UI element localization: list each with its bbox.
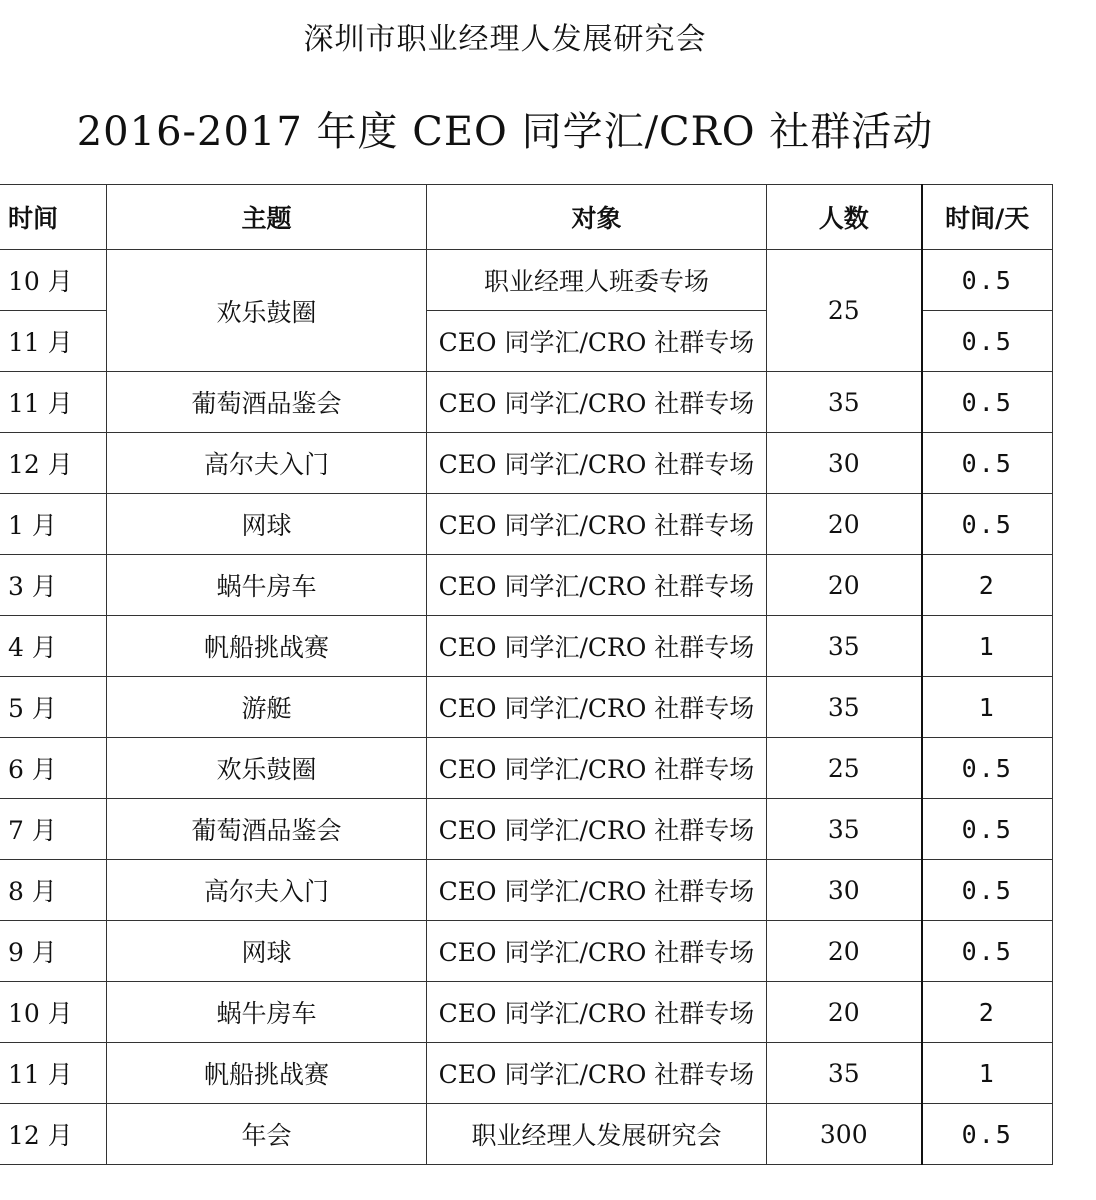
cell-time: 12 月 bbox=[0, 433, 107, 494]
cell-days: 1 bbox=[922, 1043, 1053, 1104]
table-row bbox=[0, 982, 1053, 1043]
cell-time: 8 月 bbox=[0, 860, 107, 921]
cell-audience: CEO 同学汇/CRO 社群专场 bbox=[427, 1043, 767, 1104]
cell-audience: CEO 同学汇/CRO 社群专场 bbox=[427, 311, 767, 372]
table-row bbox=[0, 555, 1053, 616]
cell-topic: 年会 bbox=[107, 1104, 427, 1165]
cell-days: 2 bbox=[922, 982, 1053, 1043]
table-row bbox=[0, 494, 1053, 555]
cell-time: 12 月 bbox=[0, 1104, 107, 1165]
cell-audience: CEO 同学汇/CRO 社群专场 bbox=[427, 616, 767, 677]
cell-count: 35 bbox=[767, 616, 922, 677]
cell-time: 7 月 bbox=[0, 799, 107, 860]
activity-schedule-table bbox=[0, 184, 1053, 1165]
column-header-topic: 主题 bbox=[107, 185, 427, 250]
cell-count: 25 bbox=[767, 250, 922, 372]
cell-count: 25 bbox=[767, 738, 922, 799]
table-row bbox=[0, 921, 1053, 982]
cell-topic: 葡萄酒品鉴会 bbox=[107, 372, 427, 433]
cell-audience: CEO 同学汇/CRO 社群专场 bbox=[427, 494, 767, 555]
cell-topic: 葡萄酒品鉴会 bbox=[107, 799, 427, 860]
organization-name: 深圳市职业经理人发展研究会 bbox=[303, 22, 707, 57]
cell-count: 30 bbox=[767, 433, 922, 494]
cell-topic: 欢乐鼓圈 bbox=[107, 738, 427, 799]
cell-topic: 蜗牛房车 bbox=[107, 555, 427, 616]
cell-days: 0.5 bbox=[922, 372, 1053, 433]
page-title: 2016-2017 年度 CEO 同学汇/CRO 社群活动 bbox=[76, 109, 934, 155]
column-header-time: 时间 bbox=[0, 185, 107, 250]
cell-topic: 帆船挑战赛 bbox=[107, 616, 427, 677]
cell-count: 20 bbox=[767, 494, 922, 555]
cell-time: 11 月 bbox=[0, 372, 107, 433]
table-row bbox=[0, 860, 1053, 921]
table-row bbox=[0, 250, 1053, 311]
cell-count: 35 bbox=[767, 799, 922, 860]
cell-count: 20 bbox=[767, 555, 922, 616]
cell-audience: CEO 同学汇/CRO 社群专场 bbox=[427, 860, 767, 921]
column-header-count: 人数 bbox=[767, 185, 922, 250]
cell-time: 5 月 bbox=[0, 677, 107, 738]
cell-audience: CEO 同学汇/CRO 社群专场 bbox=[427, 738, 767, 799]
cell-time: 3 月 bbox=[0, 555, 107, 616]
cell-days: 1 bbox=[922, 616, 1053, 677]
cell-days: 0.5 bbox=[922, 433, 1053, 494]
cell-audience: CEO 同学汇/CRO 社群专场 bbox=[427, 982, 767, 1043]
cell-time: 11 月 bbox=[0, 311, 107, 372]
table-row bbox=[0, 372, 1053, 433]
cell-audience: 职业经理人发展研究会 bbox=[427, 1104, 767, 1165]
table-row bbox=[0, 1104, 1053, 1165]
cell-audience: CEO 同学汇/CRO 社群专场 bbox=[427, 799, 767, 860]
cell-time: 4 月 bbox=[0, 616, 107, 677]
cell-topic: 网球 bbox=[107, 494, 427, 555]
cell-count: 20 bbox=[767, 921, 922, 982]
cell-time: 10 月 bbox=[0, 982, 107, 1043]
table-row bbox=[0, 799, 1053, 860]
cell-topic: 蜗牛房车 bbox=[107, 982, 427, 1043]
cell-days: 0.5 bbox=[922, 1104, 1053, 1165]
cell-audience: CEO 同学汇/CRO 社群专场 bbox=[427, 372, 767, 433]
cell-topic: 高尔夫入门 bbox=[107, 860, 427, 921]
cell-time: 11 月 bbox=[0, 1043, 107, 1104]
cell-topic: 欢乐鼓圈 bbox=[107, 250, 427, 372]
cell-count: 35 bbox=[767, 372, 922, 433]
column-header-days: 时间/天 bbox=[922, 185, 1053, 250]
table-header-row bbox=[0, 185, 1053, 250]
cell-days: 0.5 bbox=[922, 738, 1053, 799]
cell-days: 1 bbox=[922, 677, 1053, 738]
table-row bbox=[0, 738, 1053, 799]
cell-time: 9 月 bbox=[0, 921, 107, 982]
table-row bbox=[0, 1043, 1053, 1104]
table-row bbox=[0, 616, 1053, 677]
cell-days: 0.5 bbox=[922, 311, 1053, 372]
cell-count: 20 bbox=[767, 982, 922, 1043]
cell-count: 35 bbox=[767, 677, 922, 738]
cell-count: 300 bbox=[767, 1104, 922, 1165]
cell-audience: 职业经理人班委专场 bbox=[427, 250, 767, 311]
cell-time: 1 月 bbox=[0, 494, 107, 555]
column-header-audience: 对象 bbox=[427, 185, 767, 250]
cell-days: 2 bbox=[922, 555, 1053, 616]
cell-audience: CEO 同学汇/CRO 社群专场 bbox=[427, 555, 767, 616]
cell-count: 30 bbox=[767, 860, 922, 921]
cell-count: 35 bbox=[767, 1043, 922, 1104]
cell-days: 0.5 bbox=[922, 494, 1053, 555]
cell-days: 0.5 bbox=[922, 250, 1053, 311]
table-row bbox=[0, 677, 1053, 738]
cell-topic: 游艇 bbox=[107, 677, 427, 738]
cell-audience: CEO 同学汇/CRO 社群专场 bbox=[427, 677, 767, 738]
cell-days: 0.5 bbox=[922, 921, 1053, 982]
cell-topic: 帆船挑战赛 bbox=[107, 1043, 427, 1104]
cell-topic: 高尔夫入门 bbox=[107, 433, 427, 494]
cell-time: 6 月 bbox=[0, 738, 107, 799]
cell-audience: CEO 同学汇/CRO 社群专场 bbox=[427, 921, 767, 982]
cell-topic: 网球 bbox=[107, 921, 427, 982]
cell-time: 10 月 bbox=[0, 250, 107, 311]
cell-days: 0.5 bbox=[922, 799, 1053, 860]
table-row bbox=[0, 433, 1053, 494]
cell-days: 0.5 bbox=[922, 860, 1053, 921]
cell-audience: CEO 同学汇/CRO 社群专场 bbox=[427, 433, 767, 494]
